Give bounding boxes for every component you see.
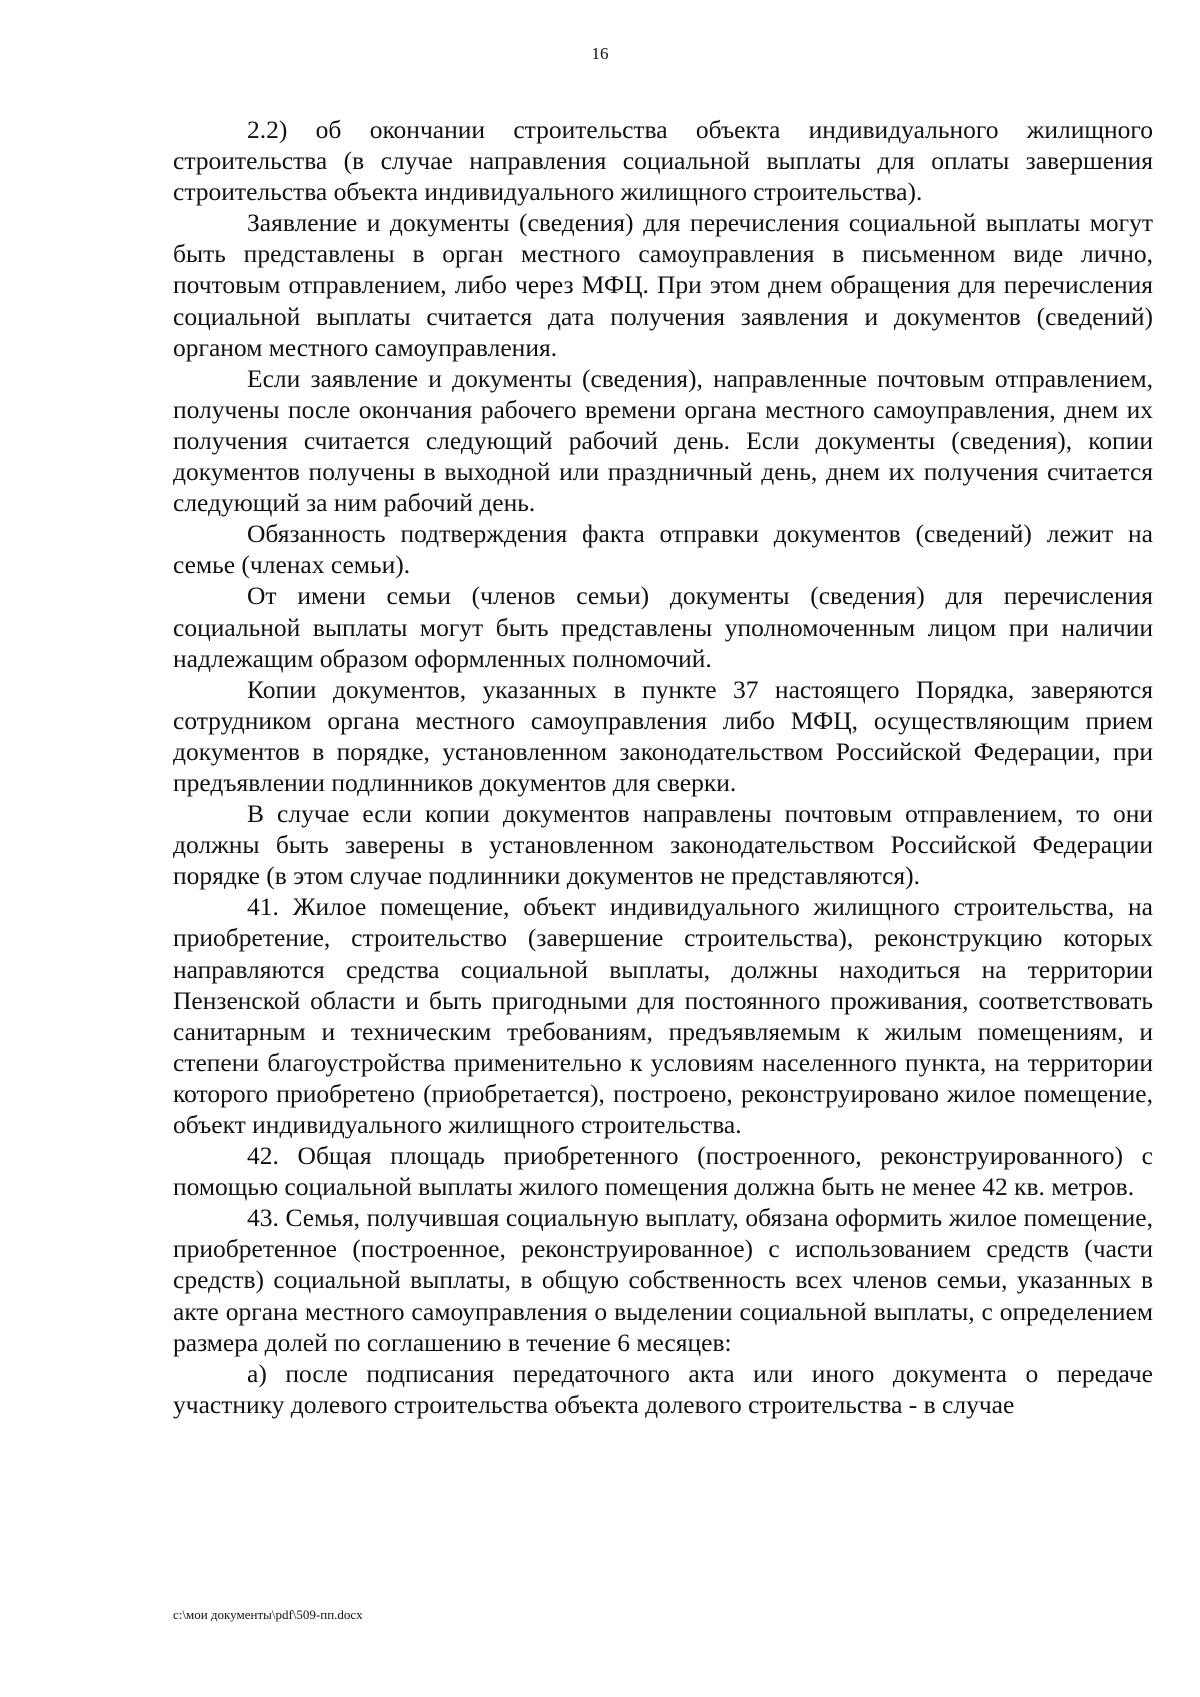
paragraph-postal-receipt: Если заявление и документы (сведения), направленные почтовым отправлением, получены после окончания рабочего времени органа местного самоуправления, днем их получения считается следующий рабочий день. Если документы (сведения), копии документов получены в выходной или праздничный день, днем их получения считается следующий за ним рабочий день. xyxy=(173,363,1153,518)
paragraph-submission-methods: Заявление и документы (сведения) для перечисления социальной выплаты могут быть представлены в орган местного самоуправления в письменном виде лично, почтовым отправлением, либо через МФЦ. При этом днем обращения для перечисления социальной выплаты считается дата получения заявления и документов (сведений) органом местного самоуправления. xyxy=(173,208,1153,362)
footer-file-path: c:\мои документы\pdf\509-пп.docx xyxy=(173,1607,363,1622)
paragraph-42: 42. Общая площадь приобретенного (построенного, реконструированного) с помощью социальной выплаты жилого помещения должна быть не менее 42 кв. метров. xyxy=(173,1141,1153,1202)
paragraph-proof-obligation: Обязанность подтверждения факта отправки документов (сведений) лежит на семье (членах семьи). xyxy=(173,519,1153,580)
paragraph-postal-copies: В случае если копии документов направлены почтовым отправлением, то они должны быть заверены в установленном законодательством Российской Федерации порядке (в этом случае подлинники документов не представляются). xyxy=(173,799,1153,891)
paragraph-copies-certification: Копии документов, указанных в пункте 37 настоящего Порядка, заверяются сотрудником органа местного самоуправления либо МФЦ, осуществляющим прием документов в порядке, установленном законодательством Российской Федерации, при предъявлении подлинников документов для сверки. xyxy=(173,674,1153,797)
paragraph-authorized-person: От имени семьи (членов семьи) документы (сведения) для перечисления социальной выплаты могут быть представлены уполномоченным лицом при наличии надлежащим образом оформленных полномочий. xyxy=(173,581,1153,673)
paragraph-2-2: 2.2) об окончании строительства объекта индивидуального жилищного строительства (в случае направления социальной выплаты для оплаты завершения строительства объекта индивидуального жилищного строительства). xyxy=(173,115,1153,207)
document-body xyxy=(173,114,1153,1420)
paragraph-43-a: а) после подписания передаточного акта или иного документа о передаче участнику долевого строительства объекта долевого строительства - в случае xyxy=(173,1358,1153,1419)
paragraph-41: 41. Жилое помещение, объект индивидуального жилищного строительства, на приобретение, строительство (завершение строительства), реконструкцию которых направляются средства социальной выплаты, должны находиться на территории Пензенской области и быть пригодными для постоянного проживания, соответствовать санитарным и техническим требованиям, предъявляемым к жилым помещениям, и степени благоустройства применительно к условиям населенного пункта, на территории которого приобретено (приобретается), построено, реконструировано жилое помещение, объект индивидуального жилищного строительства. xyxy=(173,892,1153,1139)
paragraph-43: 43. Семья, получившая социальную выплату, обязана оформить жилое помещение, приобретенное (построенное, реконструированное) с использованием средств (части средств) социальной выплаты, в общую собственность всех членов семьи, указанных в акте органа местного самоуправления о выделении социальной выплаты, с определением размера долей по соглашению в течение 6 месяцев: xyxy=(173,1203,1153,1357)
page-number: 16 xyxy=(591,44,609,63)
